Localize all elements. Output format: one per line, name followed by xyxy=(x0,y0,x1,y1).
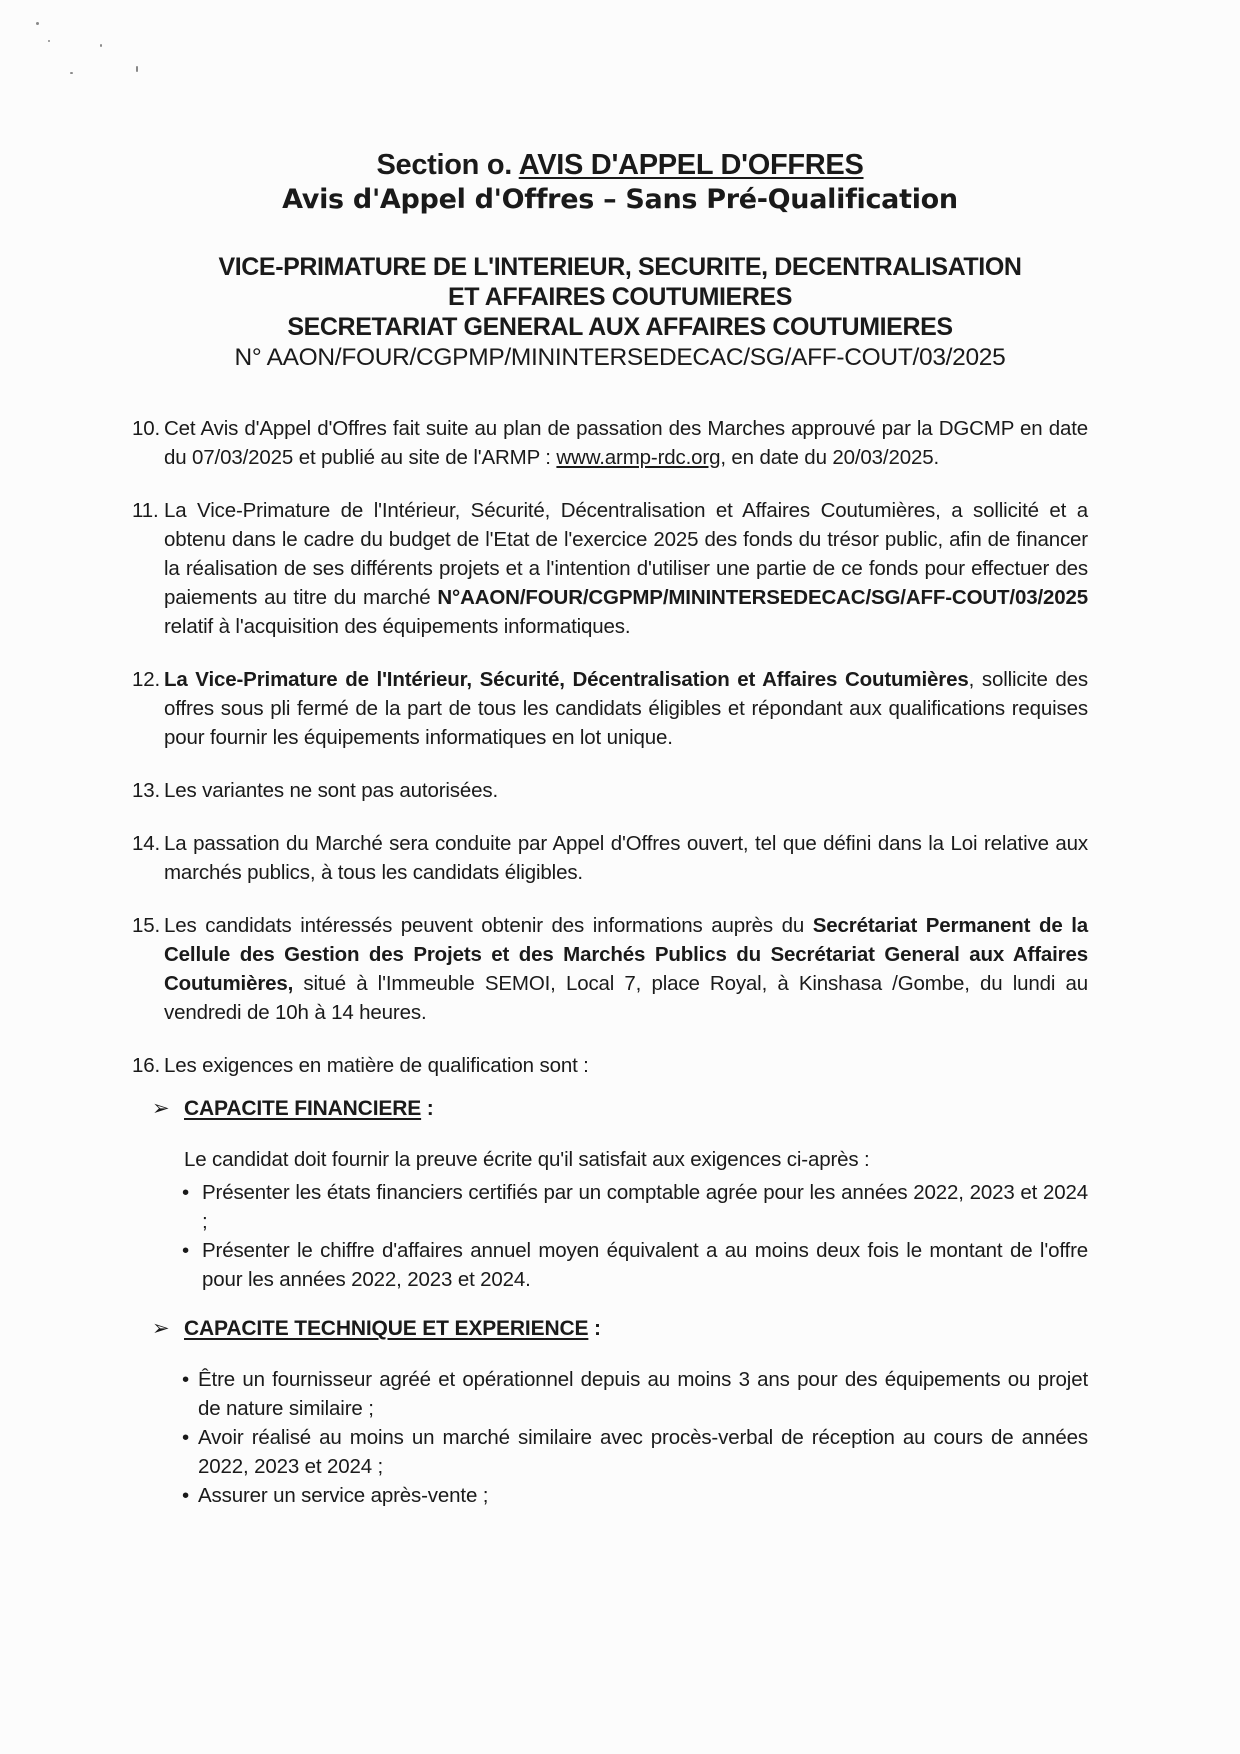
financial-intro: Le candidat doit fournir la preuve écrite qu'il satisfait aux exigences ci-après : xyxy=(184,1148,870,1171)
clause-text: Cet Avis d'Appel d'Offres fait suite au plan de passation des Marches approuvé par la DGCMP en date du 07/03/2025 et publié au site de l'ARMP : xyxy=(164,417,1088,469)
financial-capacity-heading xyxy=(132,1094,1088,1123)
clause-number: 10. xyxy=(132,417,161,440)
financial-requirements-list xyxy=(132,1178,1088,1294)
bullet-icon: • xyxy=(182,1426,190,1449)
clause-text: relatif à l'acquisition des équipements informatiques. xyxy=(164,615,631,638)
list-item xyxy=(132,1365,1088,1423)
list-item-text: Être un fournisseur agréé et opérationnel depuis au moins 3 ans pour des équipements ou projet de nature similaire ; xyxy=(198,1368,1088,1420)
section-title xyxy=(0,148,1240,182)
list-item xyxy=(132,1178,1088,1236)
clause-number: 16. xyxy=(132,1054,161,1077)
arrow-bullet-icon: ➢ xyxy=(152,1317,170,1340)
clause-12 xyxy=(132,665,1088,752)
clause-text: , sollicite des offres sous pli fermé de la part de tous les candidats éligibles et répondant aux qualifications requises pour fournir les équipements informatiques en lot unique. xyxy=(164,668,1088,749)
bullet-icon: • xyxy=(182,1239,190,1262)
scan-speck xyxy=(48,40,50,42)
notice-body xyxy=(132,414,1088,1530)
clause-15 xyxy=(132,911,1088,1027)
notice-subtitle: Avis d'Appel d'Offres – Sans Pré-Qualification xyxy=(282,184,958,215)
scan-speck xyxy=(136,66,138,72)
heading-colon: : xyxy=(421,1097,434,1120)
clause-16 xyxy=(132,1051,1088,1080)
clause-text: Les variantes ne sont pas autorisées. xyxy=(164,779,499,802)
clause-text: situé à l'Immeuble SEMOI, Local 7, place Royal, à Kinshasa /Gombe, du lundi au vendredi de 10h à 14 heures. xyxy=(164,972,1088,1024)
armp-link[interactable]: www.armp-rdc.org xyxy=(556,446,721,469)
list-item-text: Présenter le chiffre d'affaires annuel moyen équivalent a au moins deux fois le montant de l'offre pour les années 2022, 2023 et 2024. xyxy=(202,1239,1088,1291)
clause-text: La passation du Marché sera conduite par Appel d'Offres ouvert, tel que défini dans la Loi relative aux marchés publics, à tous les candidats éligibles. xyxy=(164,832,1088,884)
clause-11 xyxy=(132,496,1088,641)
ministry-line-3: SECRETARIAT GENERAL AUX AFFAIRES COUTUMIERES xyxy=(287,313,953,341)
list-item xyxy=(132,1423,1088,1481)
technical-capacity-heading xyxy=(132,1314,1088,1343)
scan-speck xyxy=(70,72,73,74)
ministry-header xyxy=(0,252,1240,374)
clause-10 xyxy=(132,414,1088,472)
clause-text: , en date du 20/03/2025. xyxy=(720,446,940,469)
list-item-text: Assurer un service après-vente ; xyxy=(198,1484,489,1507)
section-prefix: Section o. xyxy=(376,149,513,181)
clause-number: 12. xyxy=(132,668,161,691)
technical-requirements-list xyxy=(132,1365,1088,1510)
heading-label: CAPACITE TECHNIQUE ET EXPERIENCE xyxy=(184,1317,589,1340)
clause-text: Les candidats intéressés peuvent obtenir des informations auprès du xyxy=(164,914,813,937)
market-reference: N°AAON/FOUR/CGPMP/MININTERSEDECAC/SG/AFF-COUT/03/2025 xyxy=(437,586,1088,609)
clause-bold: Secrétariat Permanent de la Cellule des Gestion des Projets et des Marchés Publics du Secrétariat General aux Affaires Coutumières, xyxy=(164,914,1088,995)
list-item-text: Présenter les états financiers certifiés par un comptable agrée pour les années 2022, 2023 et 2024 ; xyxy=(202,1181,1088,1233)
section-title-text: AVIS D'APPEL D'OFFRES xyxy=(518,149,864,181)
title-block xyxy=(0,148,1240,218)
clause-13 xyxy=(132,776,1088,805)
bullet-icon: • xyxy=(182,1181,190,1204)
clause-14 xyxy=(132,829,1088,887)
clause-number: 14. xyxy=(132,832,161,855)
clause-bold: La Vice-Primature de l'Intérieur, Sécurité, Décentralisation et Affaires Coutumières xyxy=(164,668,969,691)
list-item xyxy=(132,1236,1088,1294)
list-item xyxy=(132,1481,1088,1510)
clause-text: La Vice-Primature de l'Intérieur, Sécurité, Décentralisation et Affaires Coutumières, a sollicité et a obtenu dans le cadre du budget de l'Etat de l'exercice 2025 des fonds du trésor public, afin de financer la réalisation de ses différents projets et a l'intention d'utiliser une partie de ce fonds pour effectuer des paiements au titre du marché xyxy=(164,499,1088,609)
arrow-bullet-icon: ➢ xyxy=(152,1097,170,1120)
heading-label: CAPACITE FINANCIERE xyxy=(184,1097,422,1120)
ministry-line-1: VICE-PRIMATURE DE L'INTERIEUR, SECURITE, DECENTRALISATION xyxy=(218,253,1022,281)
ministry-line-2: ET AFFAIRES COUTUMIERES xyxy=(447,283,793,311)
clause-number: 13. xyxy=(132,779,161,802)
bullet-icon: • xyxy=(182,1484,190,1507)
list-item-text: Avoir réalisé au moins un marché similaire avec procès-verbal de réception au cours de années 2022, 2023 et 2024 ; xyxy=(198,1426,1088,1478)
bullet-icon: • xyxy=(182,1368,190,1391)
scan-speck xyxy=(36,22,39,25)
heading-colon: : xyxy=(588,1317,601,1340)
clause-number: 15. xyxy=(132,914,161,937)
scan-speck xyxy=(100,44,102,47)
reference-number: N° AAON/FOUR/CGPMP/MININTERSEDECAC/SG/AFF-COUT/03/2025 xyxy=(234,344,1006,371)
clause-text: Les exigences en matière de qualification sont : xyxy=(164,1054,589,1077)
clause-number: 11. xyxy=(132,499,159,522)
